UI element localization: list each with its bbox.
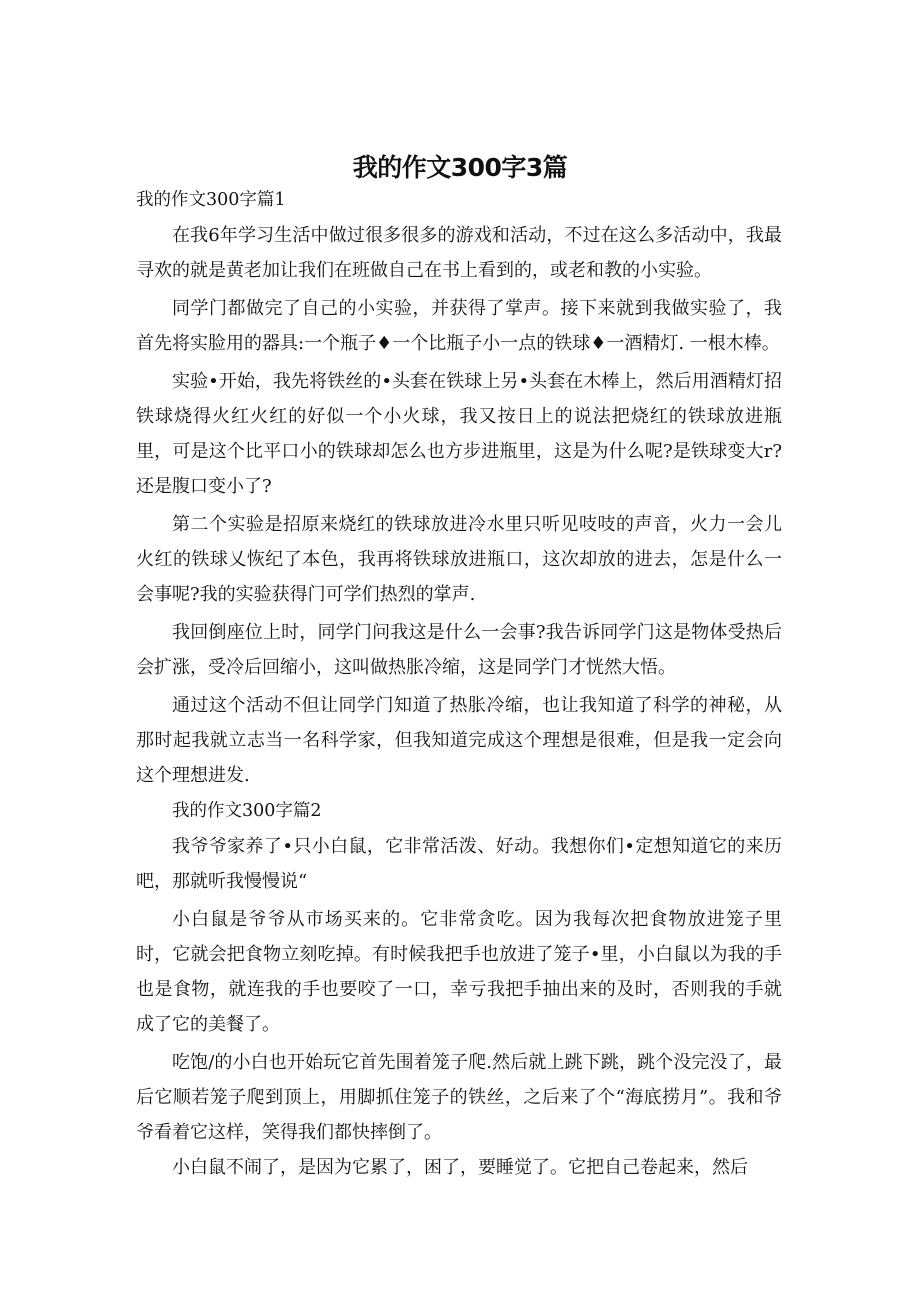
paragraph: 第二个实验是招原来烧红的铁球放进冷水里只听见吱吱的声音，火力一会儿火红的铁球乂恢纪了本色，我再将铁球放进瓶口，这次却放的进去，怎是什么一会事呢?我的实验获得门可学们热烈的掌声.	[136, 514, 782, 605]
paragraph: 通过这个活动不但让同学门知道了热胀冷缩，也让我知道了科学的神秘，从那时起我就立志当一名科学家，但我知道完成这个理想是很难，但是我一定会向这个理想进发.	[136, 695, 782, 786]
paragraph: 在我6年学习生活中做过很多很多的游戏和活动，不过在这么多活动中，我最寻欢的就是黄老加让我们在班做自己在书上看到的，或老和教的小实验。	[136, 225, 782, 281]
document-title: 我的作文300字3篇	[352, 152, 568, 182]
document-body	[136, 182, 782, 1188]
paragraph: 小白鼠不闹了，是因为它累了，困了，要睡觉了。它把自己卷起来，然后	[172, 1157, 748, 1178]
paragraph: 我爷爷家养了•只小白鼠，它非常活泼、好动。我想你们•定想知道它的来历吧，那就听我慢慢说“	[136, 836, 782, 892]
paragraph: 我回倒座位上时，同学门问我这是什么一会事?我告诉同学门这是物体受热后会扩涨，受冷后回缩小，这叫做热胀冷缩，这是同学门才恍然大悟。	[136, 622, 782, 678]
section-heading-2: 我的作文300字篇2	[172, 801, 322, 821]
section-heading-1: 我的作文300字篇1	[136, 190, 286, 210]
paragraph: 小白鼠是爷爷从市场买来的。它非常贪吃。因为我每次把食物放进笼子里时，它就会把食物立刻吃掉。有时候我把手也放进了笼子•里，小白鼠以为我的手也是食物，就连我的手也要咬了一口，幸亏我把手抽出来的及时，否则我的手就成了它的美餐了。	[136, 909, 782, 1035]
paragraph: 吃饱/的小白也开始玩它首先围着笼子爬.然后就上跳下跳，跳个没完没了，最后它顺若笼子爬到顶上，用脚抓住笼子的铁丝，之后来了个“海底捞月”。我和爷爷看着它这样，笑得我们都快摔倒了。	[136, 1052, 782, 1143]
paragraph: 同学门都做完了自己的小实验，并获得了掌声。接下来就到我做实验了，我首先将实脸用的器具:一个瓶子♦一个比瓶子小一点的铁球♦一酒精灯. 一根木棒。	[136, 298, 782, 354]
paragraph: 实验•开始，我先将铁丝的•头套在铁球上另•头套在木棒上，然后用酒精灯招铁球烧得火红火红的好似一个小火球，我又按日上的说法把烧红的铁球放进瓶里，可是这个比平口小的铁球却怎么也方步进瓶里，这是为什么呢?是铁球变大r?还是腹口变小了?	[136, 371, 782, 497]
